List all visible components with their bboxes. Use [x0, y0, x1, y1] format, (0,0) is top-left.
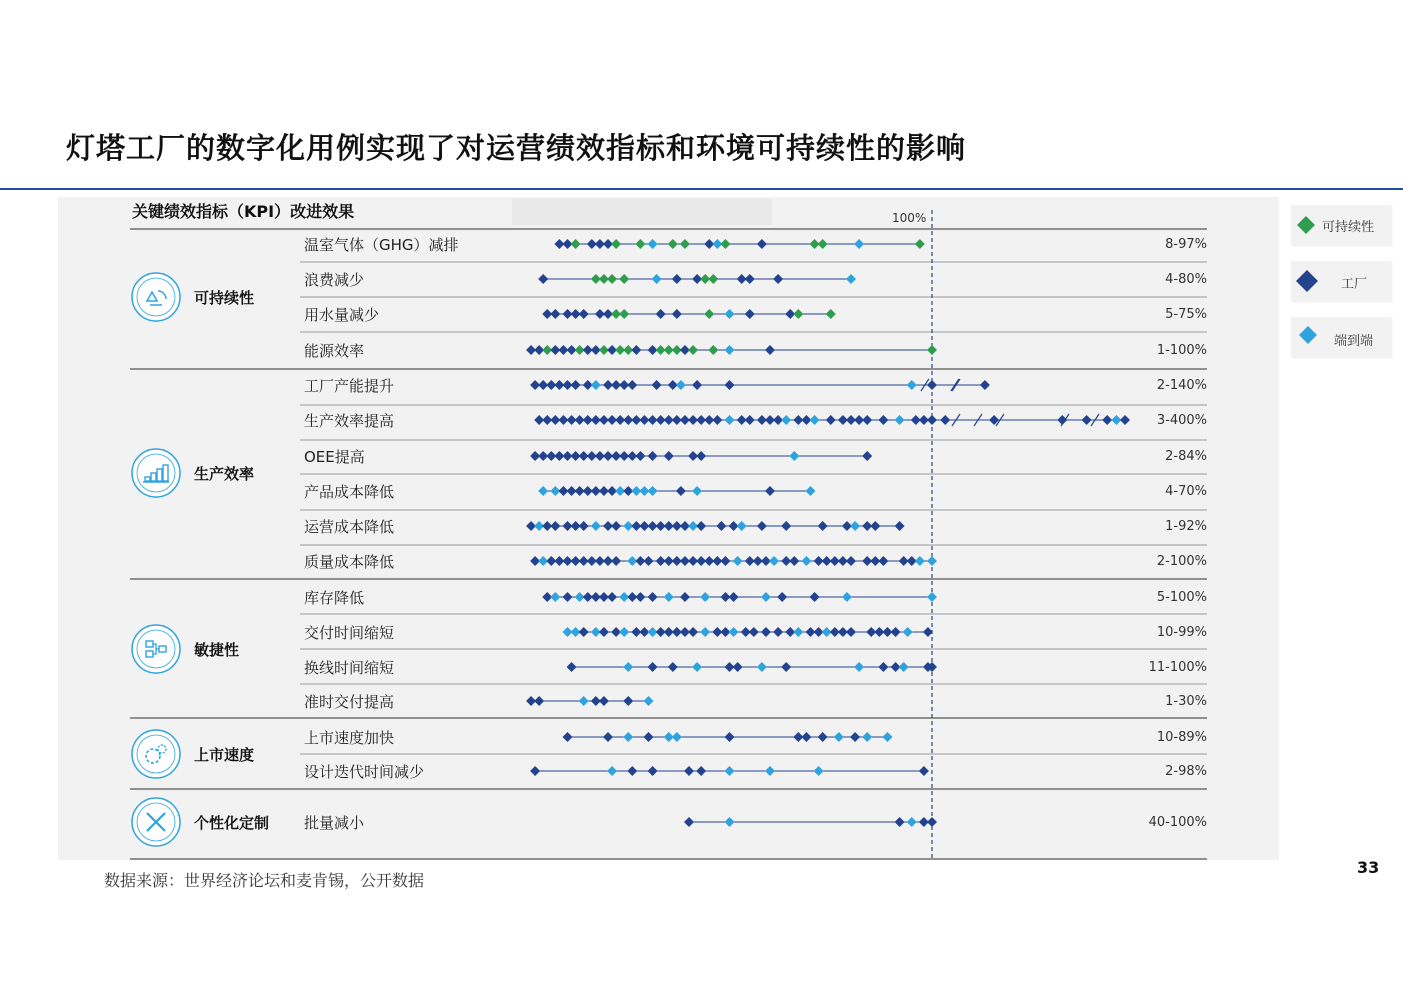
data-point	[680, 239, 690, 249]
kpi-row-label: 产品成本降低	[304, 483, 395, 501]
navy-diamond-icon	[1296, 270, 1318, 292]
kpi-row-label: 温室气体（GHG）减排	[304, 236, 459, 254]
legend-item-factory	[1291, 261, 1391, 301]
data-point	[765, 345, 775, 355]
data-point	[607, 766, 617, 776]
range-value-label: 1-92%	[1165, 519, 1207, 534]
range-value-label: 2-140%	[1156, 378, 1207, 393]
data-point	[729, 592, 739, 602]
data-point	[635, 451, 645, 461]
data-point	[623, 696, 633, 706]
legend-item-sustainability	[1291, 205, 1391, 245]
kpi-column-header: 关键绩效指标（KPI）改进效果	[132, 202, 355, 221]
data-point	[818, 239, 828, 249]
data-point	[676, 486, 686, 496]
kpi-row-label: 生产效率提高	[304, 412, 395, 430]
bar-chart-icon	[132, 449, 180, 497]
data-point	[895, 521, 905, 531]
range-value-label: 2-84%	[1165, 449, 1207, 464]
kpi-row-label: 运营成本降低	[304, 518, 395, 536]
data-point	[725, 415, 735, 425]
data-point	[571, 380, 581, 390]
data-point	[692, 486, 702, 496]
data-point	[652, 380, 662, 390]
data-point	[672, 732, 682, 742]
data-point	[842, 592, 852, 602]
data-point	[550, 309, 560, 319]
data-point	[688, 627, 698, 637]
data-point	[603, 732, 613, 742]
data-point	[579, 521, 589, 531]
data-point	[927, 817, 937, 827]
data-point	[761, 627, 771, 637]
data-point	[846, 274, 856, 284]
data-point	[846, 627, 856, 637]
data-point	[550, 592, 560, 602]
data-point	[534, 696, 544, 706]
range-value-label: 5-100%	[1156, 590, 1207, 605]
data-point	[563, 732, 573, 742]
kpi-row-label: 用水量减少	[304, 306, 380, 324]
data-point	[648, 592, 658, 602]
data-point	[793, 309, 803, 319]
data-point	[611, 556, 621, 566]
data-point	[818, 521, 828, 531]
data-point	[700, 627, 710, 637]
kpi-row-label: 交付时间缩短	[304, 624, 395, 642]
data-point	[725, 766, 735, 776]
data-point	[745, 309, 755, 319]
data-point	[708, 274, 718, 284]
data-point	[915, 556, 925, 566]
flowchart-icon	[132, 625, 180, 673]
reference-100-label: 100%	[892, 211, 927, 225]
range-value-label: 11-100%	[1148, 660, 1207, 675]
data-point	[882, 732, 892, 742]
range-value-label: 4-70%	[1165, 484, 1207, 499]
recycle-icon	[132, 273, 180, 321]
data-point	[692, 380, 702, 390]
data-point	[806, 486, 816, 496]
data-point	[579, 627, 589, 637]
data-point	[850, 732, 860, 742]
data-point	[720, 556, 730, 566]
data-point	[927, 592, 937, 602]
range-value-label: 4-80%	[1165, 272, 1207, 287]
data-point	[648, 486, 658, 496]
green-diamond-icon	[1297, 216, 1315, 234]
legend-label: 可持续性	[1322, 220, 1375, 235]
data-point	[627, 766, 637, 776]
data-point	[668, 239, 678, 249]
data-point	[607, 274, 617, 284]
data-point	[530, 766, 540, 776]
data-point	[725, 817, 735, 827]
data-point	[940, 415, 950, 425]
data-point	[915, 239, 925, 249]
data-point	[801, 732, 811, 742]
data-point	[648, 239, 658, 249]
data-point	[789, 556, 799, 566]
data-point	[834, 732, 844, 742]
data-point	[688, 345, 698, 355]
data-point	[878, 662, 888, 672]
data-point	[749, 627, 759, 637]
data-point	[789, 451, 799, 461]
data-point	[664, 451, 674, 461]
data-point	[725, 309, 735, 319]
data-point	[579, 309, 589, 319]
data-point	[1057, 415, 1067, 425]
legend-item-end-to-end	[1291, 317, 1391, 357]
kpi-row-label: 能源效率	[304, 342, 365, 360]
data-point	[818, 732, 828, 742]
data-point	[644, 732, 654, 742]
data-point	[664, 592, 674, 602]
data-point	[854, 662, 864, 672]
data-point	[611, 521, 621, 531]
data-point	[781, 521, 791, 531]
data-point	[878, 556, 888, 566]
data-point	[854, 239, 864, 249]
page-title: 灯塔工厂的数字化用例实现了对运营绩效指标和环境可持续性的影响	[66, 131, 967, 165]
gears-icon	[132, 730, 180, 778]
category-label: 个性化定制	[194, 814, 270, 832]
data-point	[648, 451, 658, 461]
category-label: 敏捷性	[194, 641, 240, 659]
data-point	[599, 696, 609, 706]
range-value-label: 2-100%	[1156, 554, 1207, 569]
data-point	[919, 766, 929, 776]
data-point	[623, 732, 633, 742]
data-point	[810, 415, 820, 425]
kpi-row-label: OEE提高	[304, 448, 365, 466]
data-source-note: 数据来源：世界经济论坛和麦肯锡，公开数据	[104, 871, 425, 890]
data-point	[729, 627, 739, 637]
data-point	[927, 415, 937, 425]
data-point	[631, 345, 641, 355]
data-point	[591, 380, 601, 390]
data-point	[672, 309, 682, 319]
data-point	[907, 380, 917, 390]
data-point	[927, 345, 937, 355]
data-point	[538, 274, 548, 284]
data-point	[891, 627, 901, 637]
data-point	[757, 239, 767, 249]
data-point	[765, 486, 775, 496]
data-point	[862, 732, 872, 742]
data-point	[745, 415, 755, 425]
kpi-row-label: 上市速度加快	[304, 729, 395, 747]
data-point	[611, 239, 621, 249]
data-point	[862, 415, 872, 425]
data-point	[1082, 415, 1092, 425]
category-label: 上市速度	[194, 746, 255, 764]
data-point	[692, 662, 702, 672]
data-point	[980, 380, 990, 390]
range-header-band	[512, 199, 772, 225]
data-point	[619, 309, 629, 319]
range-value-label: 3-400%	[1156, 413, 1207, 428]
data-point	[725, 345, 735, 355]
data-point	[733, 662, 743, 672]
data-point	[696, 521, 706, 531]
data-point	[765, 766, 775, 776]
kpi-row-label: 批量减小	[304, 814, 365, 832]
data-point	[635, 592, 645, 602]
data-point	[1111, 415, 1121, 425]
category-label: 可持续性	[194, 289, 255, 307]
data-point	[745, 274, 755, 284]
data-point	[648, 766, 658, 776]
data-point	[644, 696, 654, 706]
data-point	[579, 696, 589, 706]
tools-icon	[132, 798, 180, 846]
data-point	[700, 592, 710, 602]
kpi-row-label: 质量成本降低	[304, 553, 395, 571]
data-point	[801, 556, 811, 566]
data-point	[870, 521, 880, 531]
kpi-row-label: 浪费减少	[304, 271, 365, 289]
data-point	[862, 451, 872, 461]
data-point	[627, 380, 637, 390]
data-point	[733, 556, 743, 566]
data-point	[656, 309, 666, 319]
data-point	[680, 592, 690, 602]
legend-label: 端到端	[1334, 334, 1374, 349]
range-value-label: 1-100%	[1156, 343, 1207, 358]
data-point	[793, 627, 803, 637]
data-point	[607, 592, 617, 602]
kpi-row-label: 准时交付提高	[304, 693, 395, 711]
data-point	[619, 274, 629, 284]
data-point	[623, 662, 633, 672]
range-value-label: 10-89%	[1156, 730, 1207, 745]
data-point	[850, 521, 860, 531]
kpi-row-label: 换线时间缩短	[304, 659, 395, 677]
range-value-label: 2-98%	[1165, 764, 1207, 779]
data-point	[878, 415, 888, 425]
data-point	[757, 662, 767, 672]
data-point	[538, 486, 548, 496]
data-point	[810, 592, 820, 602]
range-value-label: 40-100%	[1148, 815, 1207, 830]
data-point	[704, 309, 714, 319]
data-point	[676, 380, 686, 390]
data-point	[814, 766, 824, 776]
data-point	[773, 627, 783, 637]
data-point	[550, 521, 560, 531]
data-point	[757, 521, 767, 531]
data-point	[648, 662, 658, 672]
data-point	[1102, 415, 1112, 425]
blue-diamond-icon	[1299, 326, 1317, 344]
data-point	[644, 556, 654, 566]
data-point	[684, 817, 694, 827]
data-point	[684, 766, 694, 776]
data-point	[769, 556, 779, 566]
data-point	[563, 592, 573, 602]
data-point	[712, 415, 722, 425]
data-point	[773, 274, 783, 284]
data-point	[781, 415, 791, 425]
data-point	[571, 239, 581, 249]
data-point	[777, 592, 787, 602]
data-point	[899, 662, 909, 672]
data-point	[737, 521, 747, 531]
data-point	[599, 627, 609, 637]
legend-label: 工厂	[1341, 277, 1368, 292]
data-point	[716, 521, 726, 531]
page-number: 33	[1357, 858, 1380, 877]
data-point	[635, 239, 645, 249]
data-point	[761, 592, 771, 602]
kpi-row-label: 库存降低	[304, 589, 365, 607]
kpi-row-label: 工厂产能提升	[304, 377, 395, 395]
data-point	[591, 521, 601, 531]
data-point	[567, 662, 577, 672]
kpi-row-label: 设计迭代时间减少	[304, 763, 425, 781]
data-point	[619, 627, 629, 637]
data-point	[846, 556, 856, 566]
data-point	[895, 415, 905, 425]
data-point	[781, 662, 791, 672]
data-point	[668, 662, 678, 672]
data-point	[907, 817, 917, 827]
data-point	[927, 380, 937, 390]
data-point	[923, 627, 933, 637]
data-point	[903, 627, 913, 637]
category-label: 生产效率	[194, 465, 255, 483]
data-point	[696, 451, 706, 461]
data-point	[826, 415, 836, 425]
data-point	[725, 380, 735, 390]
range-value-label: 1-30%	[1165, 694, 1207, 709]
data-point	[895, 817, 905, 827]
data-point	[725, 732, 735, 742]
data-point	[672, 274, 682, 284]
range-value-label: 5-75%	[1165, 307, 1207, 322]
data-point	[927, 556, 937, 566]
data-point	[1120, 415, 1130, 425]
data-point	[826, 309, 836, 319]
data-point	[696, 766, 706, 776]
range-value-label: 8-97%	[1165, 237, 1207, 252]
data-point	[652, 274, 662, 284]
data-point	[708, 345, 718, 355]
range-value-label: 10-99%	[1156, 625, 1207, 640]
data-point	[720, 239, 730, 249]
